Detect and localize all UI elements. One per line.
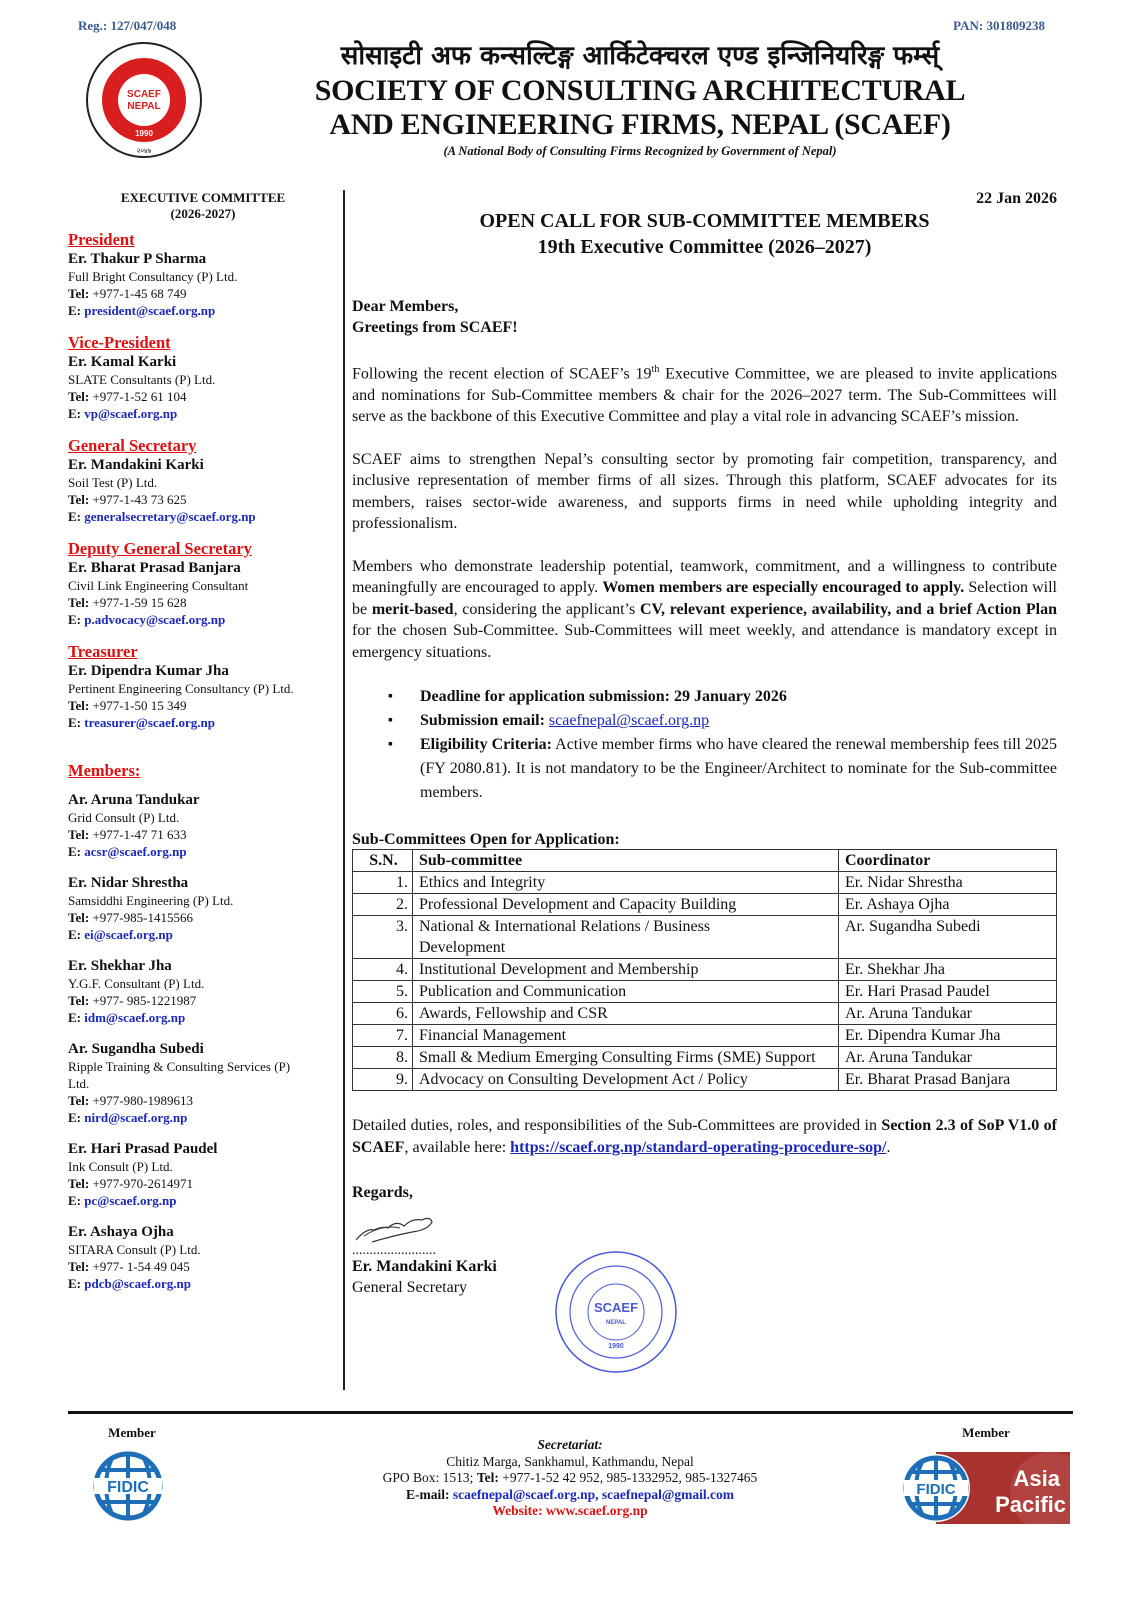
firm-name: SLATE Consultants (P) Ltd.	[68, 372, 216, 387]
cell: 6.	[353, 1003, 413, 1025]
cell: Publication and Communication	[413, 981, 839, 1003]
paragraph-aims: SCAEF aims to strengthen Nepal’s consulting sector by promoting fair competition, transparency, and inclusive representation of member firms of all sizes. Through this platform, SCAEF advocates for its members, raises sector-wide awareness, and supports firms in need while upholding integrity and professionalism.	[352, 450, 1057, 533]
email-label: E:	[68, 509, 81, 524]
cell: Er. Nidar Shrestha	[839, 872, 1057, 894]
signer-role: General Secretary	[352, 1279, 468, 1297]
text: Detailed duties, roles, and responsibilities of the Sub-Committees are provided in	[352, 1117, 882, 1135]
label: Eligibility Criteria:	[420, 736, 552, 754]
officer-deputy-general-secretary	[68, 539, 338, 628]
table-row	[353, 1047, 1057, 1069]
bold-text: merit-based	[371, 600, 454, 618]
subcommittee-table	[352, 849, 1057, 1091]
person-name: Er. Ashaya Ojha	[68, 1224, 174, 1240]
cell: Institutional Development and Membership	[413, 959, 839, 981]
svg-text:1990: 1990	[608, 1343, 624, 1350]
column-header: Coordinator	[839, 850, 1057, 872]
role-heading: President	[68, 230, 135, 249]
tel-label: Tel:	[68, 910, 90, 925]
table-row	[353, 1069, 1057, 1091]
tel-label: Tel:	[68, 286, 90, 301]
person-name: Er. Nidar Shrestha	[68, 875, 189, 891]
person-name: Ar. Aruna Tandukar	[68, 792, 200, 808]
tel-value: +977- 1-54 49 045	[92, 1259, 190, 1274]
member-entry	[68, 1223, 338, 1292]
tel-value: +977-1-47 71 633	[92, 827, 187, 842]
deadline-text: Deadline for application submission: 29 January 2026	[420, 688, 787, 706]
cell: Ar. Aruna Tandukar	[839, 1047, 1057, 1069]
member-entry	[68, 957, 338, 1026]
table-title: Sub-Committees Open for Application:	[352, 831, 620, 849]
key-details-list	[388, 685, 1057, 805]
table-row	[353, 872, 1057, 894]
table-row	[353, 981, 1057, 1003]
firm-name: Ink Consult (P) Ltd.	[68, 1159, 173, 1174]
text: Active member firms who have cleared the renewal membership fees till 2025 (FY 2080.81). It is not mandatory to be the Engineer/Architect to nominate for the Sub-committee members.	[420, 736, 1057, 802]
person-name: Er. Shekhar Jha	[68, 958, 172, 974]
secretariat-label: Secretariat:	[537, 1437, 603, 1452]
sidebar-period: (2026-2027)	[170, 206, 236, 221]
text: .	[886, 1138, 891, 1156]
deadline-item	[388, 685, 1057, 709]
table-row	[353, 916, 1057, 959]
footer-email-link[interactable]: scaefnepal@scaef.org.np, scaefnepal@gmail.com	[452, 1486, 735, 1502]
bold-text: Women members are especially encouraged to apply.	[602, 579, 965, 597]
address: Chitiz Marga, Sankhamul, Kathmandu, Nepal	[446, 1453, 694, 1469]
cell: National & International Relations / Business Development	[413, 916, 839, 959]
members-heading: Members:	[68, 761, 141, 780]
cell: Advocacy on Consulting Development Act / Policy	[413, 1069, 839, 1091]
registration-number: Reg.: 127/047/048	[78, 18, 177, 33]
member-label-left: Member	[108, 1425, 156, 1440]
email-label: E:	[68, 1110, 81, 1125]
tel-value: +977-1-52 61 104	[92, 389, 187, 404]
officer-general-secretary	[68, 436, 338, 525]
sop-link[interactable]: https://scaef.org.np/standard-operating-procedure-sop/	[510, 1138, 887, 1156]
tel-value: +977- 985-1221987	[92, 993, 197, 1008]
cell: Er. Dipendra Kumar Jha	[839, 1025, 1057, 1047]
table-row	[353, 959, 1057, 981]
email-line	[300, 1487, 840, 1504]
title-devanagari: सोसाइटी अफ कन्सल्टिङ्ग आर्किटेक्चरल एण्ड इन्जिनियरिङ्ग फर्म्स्	[340, 41, 940, 71]
email-label: E:	[68, 1010, 81, 1025]
tel-label: Tel:	[68, 827, 90, 842]
letter-body	[352, 190, 1057, 1298]
submission-email-link[interactable]: scaefnepal@scaef.org.np	[548, 712, 710, 730]
cell: Er. Shekhar Jha	[839, 959, 1057, 981]
column-header: S.N.	[353, 850, 413, 872]
tel-value: +977-1-50 15 349	[92, 698, 187, 713]
svg-text:Pacific: Pacific	[995, 1492, 1066, 1517]
tel-value: +977-985-1415566	[92, 910, 193, 925]
text: , available here:	[404, 1138, 511, 1156]
cell: Awards, Fellowship and CSR	[413, 1003, 839, 1025]
letter-subtitle: 19th Executive Committee (2026–2027)	[537, 236, 872, 258]
role-heading: Treasurer	[68, 642, 138, 661]
firm-name: Full Bright Consultancy (P) Ltd.	[68, 269, 238, 284]
role-heading: Vice-President	[68, 333, 171, 352]
tel-value: +977-1-59 15 628	[92, 595, 187, 610]
email-label: E:	[68, 612, 81, 627]
email-label: E:	[68, 406, 81, 421]
email-link[interactable]: pc@scaef.org.np	[84, 1193, 177, 1208]
scaef-stamp	[552, 1248, 680, 1376]
firm-name: Grid Consult (P) Ltd.	[68, 810, 180, 825]
person-name: Ar. Sugandha Subedi	[68, 1041, 204, 1057]
person-name: Er. Hari Prasad Paudel	[68, 1141, 218, 1157]
tel-value: +977-1-43 73 625	[92, 492, 187, 507]
svg-text:FIDIC: FIDIC	[916, 1481, 956, 1498]
cell: Er. Ashaya Ojha	[839, 894, 1057, 916]
svg-text:NEPAL: NEPAL	[606, 1320, 626, 1326]
closing: Regards,	[352, 1184, 413, 1202]
cell: Ar. Sugandha Subedi	[839, 916, 1057, 959]
paragraph-sop-reference	[352, 1115, 1057, 1158]
fidic-asia-pacific-logo	[900, 1452, 1070, 1524]
cell: Small & Medium Emerging Consulting Firms (SME) Support	[413, 1047, 839, 1069]
email-label: E-mail:	[405, 1486, 453, 1502]
svg-text:SCAEF: SCAEF	[127, 89, 161, 100]
member-entry	[68, 874, 338, 943]
firm-name: SITARA Consult (P) Ltd.	[68, 1242, 201, 1257]
email-label: E:	[68, 1276, 81, 1291]
role-heading: General Secretary	[68, 436, 197, 455]
pan-number: PAN: 301809238	[953, 18, 1045, 33]
officer-president	[68, 230, 338, 319]
svg-text:1990: 1990	[135, 129, 153, 138]
tel-label: Tel:	[68, 993, 90, 1008]
title-english-line1: SOCIETY OF CONSULTING ARCHITECTURAL	[314, 74, 966, 107]
email-link[interactable]: vp@scaef.org.np	[84, 406, 178, 421]
letterhead-title	[250, 38, 1030, 159]
tel-label: Tel:	[68, 698, 90, 713]
firm-name: Samsiddhi Engineering (P) Ltd.	[68, 893, 234, 908]
member-label-right: Member	[962, 1425, 1010, 1440]
cell: 7.	[353, 1025, 413, 1047]
signer-name: Er. Mandakini Karki	[352, 1258, 497, 1276]
superscript: th	[651, 364, 660, 375]
email-link[interactable]: acsr@scaef.org.np	[84, 844, 187, 859]
tel-label: Tel:	[68, 492, 90, 507]
bold-text: CV, relevant experience, availability, and a brief Action Plan	[639, 600, 1058, 618]
cell: Professional Development and Capacity Building	[413, 894, 839, 916]
tel-value: +977-970-2614971	[92, 1176, 193, 1191]
email-link[interactable]: ei@scaef.org.np	[84, 927, 173, 942]
text: Members who demonstrate leadership potential, teamwork, commitment, and a willingness to contribute meaningfully are encouraged to apply.	[352, 557, 1057, 597]
signature-line: ........................	[352, 1243, 436, 1259]
email-label: E:	[68, 844, 81, 859]
svg-text:SCAEF: SCAEF	[593, 1300, 639, 1315]
firm-name: Soil Test (P) Ltd.	[68, 475, 158, 490]
cell: 2.	[353, 894, 413, 916]
email-link[interactable]: idm@scaef.org.np	[84, 1010, 186, 1025]
email-link[interactable]: treasurer@scaef.org.np	[84, 715, 215, 730]
email-label: E:	[68, 715, 81, 730]
title-english-line2: AND ENGINEERING FIRMS, NEPAL (SCAEF)	[329, 108, 951, 141]
greeting: Greetings from SCAEF!	[352, 319, 518, 336]
tel-value: +977-980-1989613	[92, 1093, 193, 1108]
person-name: Er. Kamal Karki	[68, 354, 177, 370]
footer-divider	[68, 1411, 1073, 1414]
website-link[interactable]: Website: www.scaef.org.np	[492, 1503, 648, 1518]
text: Selection will be	[352, 579, 1057, 618]
letter-date: 22 Jan 2026	[976, 190, 1057, 207]
officer-vice-president	[68, 333, 338, 422]
tel-label: Tel:	[68, 1176, 90, 1191]
text: for the chosen Sub-Committee. Sub-Committees will meet weekly, and attendance is mandatory except in emergency situations.	[352, 622, 1057, 661]
member-entry	[68, 1040, 338, 1126]
tel-label: Tel:	[476, 1470, 499, 1485]
member-entry	[68, 1140, 338, 1209]
cell: 8.	[353, 1047, 413, 1069]
tel-label: Tel:	[68, 1093, 90, 1108]
bold-text: Section 2.3 of SoP V1.0 of SCAEF	[352, 1117, 1058, 1156]
paragraph-intro	[352, 359, 1057, 428]
tel-value: +977-1-45 68 749	[92, 286, 187, 301]
firm-name: Y.G.F. Consultant (P) Ltd.	[68, 976, 205, 991]
eligibility-item	[388, 733, 1057, 805]
gpo-box: GPO Box: 1513;	[382, 1470, 477, 1485]
tel-label: Tel:	[68, 389, 90, 404]
text: Following the recent election of SCAEF’s 19	[352, 365, 652, 383]
submission-email-item	[388, 709, 1057, 733]
tel-numbers: +977-1-52 42 952, 985-1332952, 985-1327465	[498, 1470, 758, 1485]
email-link[interactable]: nird@scaef.org.np	[84, 1110, 188, 1125]
fidic-logo	[92, 1444, 164, 1524]
svg-text:FIDIC: FIDIC	[107, 1479, 149, 1496]
column-header: Sub-committee	[413, 850, 839, 872]
firm-name: Civil Link Engineering Consultant	[68, 578, 249, 593]
paragraph-eligibility-intro	[352, 556, 1057, 664]
cell: 4.	[353, 959, 413, 981]
secretariat-info	[300, 1437, 840, 1520]
executive-committee-sidebar	[68, 190, 338, 1292]
signature	[352, 1208, 1057, 1246]
email-label: E:	[68, 1193, 81, 1208]
email-label: E:	[68, 927, 81, 942]
scaef-logo	[84, 40, 204, 160]
cell: Ethics and Integrity	[413, 872, 839, 894]
cell: Er. Hari Prasad Paudel	[839, 981, 1057, 1003]
svg-text:२०४७: २०४७	[136, 147, 152, 155]
email-link[interactable]: president@scaef.org.np	[84, 303, 216, 318]
cell: Er. Bharat Prasad Banjara	[839, 1069, 1057, 1091]
email-link[interactable]: p.advocacy@scaef.org.np	[84, 612, 226, 627]
table-header-row	[353, 850, 1057, 872]
tel-label: Tel:	[68, 1259, 90, 1274]
salutation: Dear Members,	[352, 298, 459, 315]
column-divider	[343, 190, 345, 1390]
cell: 9.	[353, 1069, 413, 1091]
person-name: Er. Bharat Prasad Banjara	[68, 560, 241, 576]
subtitle: (A National Body of Consulting Firms Recognized by Government of Nepal)	[443, 144, 837, 158]
table-row	[353, 1025, 1057, 1047]
firm-name: Ripple Training & Consulting Services (P) Ltd.	[68, 1059, 291, 1091]
cell: Ar. Aruna Tandukar	[839, 1003, 1057, 1025]
email-link[interactable]: generalsecretary@scaef.org.np	[84, 509, 256, 524]
text: Executive Committee, we are pleased to invite applications and nominations for Sub-Committee members & chair for the 2026–2027 term. The Sub-Committees will serve as the backbone of this Executive Committee and play a vital role in advancing SCAEF’s mission.	[352, 365, 1057, 426]
email-label: E:	[68, 303, 81, 318]
role-heading: Deputy General Secretary	[68, 539, 252, 558]
letter-title: OPEN CALL FOR SUB-COMMITTEE MEMBERS	[479, 210, 930, 232]
cell: 1.	[353, 872, 413, 894]
person-name: Er. Mandakini Karki	[68, 457, 204, 473]
member-entry	[68, 791, 338, 860]
person-name: Er. Thakur P Sharma	[68, 251, 207, 267]
person-name: Er. Dipendra Kumar Jha	[68, 663, 229, 679]
tel-label: Tel:	[68, 595, 90, 610]
label: Submission email:	[420, 712, 549, 730]
cell: 3.	[353, 916, 413, 959]
table-row	[353, 1003, 1057, 1025]
email-link[interactable]: pdcb@scaef.org.np	[84, 1276, 191, 1291]
svg-text:NEPAL: NEPAL	[127, 101, 161, 112]
sidebar-title: EXECUTIVE COMMITTEE	[120, 190, 286, 205]
table-row	[353, 894, 1057, 916]
svg-text:Asia: Asia	[1013, 1466, 1060, 1491]
cell: 5.	[353, 981, 413, 1003]
contact-line	[300, 1470, 840, 1487]
cell: Financial Management	[413, 1025, 839, 1047]
officer-treasurer	[68, 642, 338, 731]
text: , considering the applicant’s	[453, 600, 640, 618]
firm-name: Pertinent Engineering Consultancy (P) Ltd.	[68, 681, 294, 696]
